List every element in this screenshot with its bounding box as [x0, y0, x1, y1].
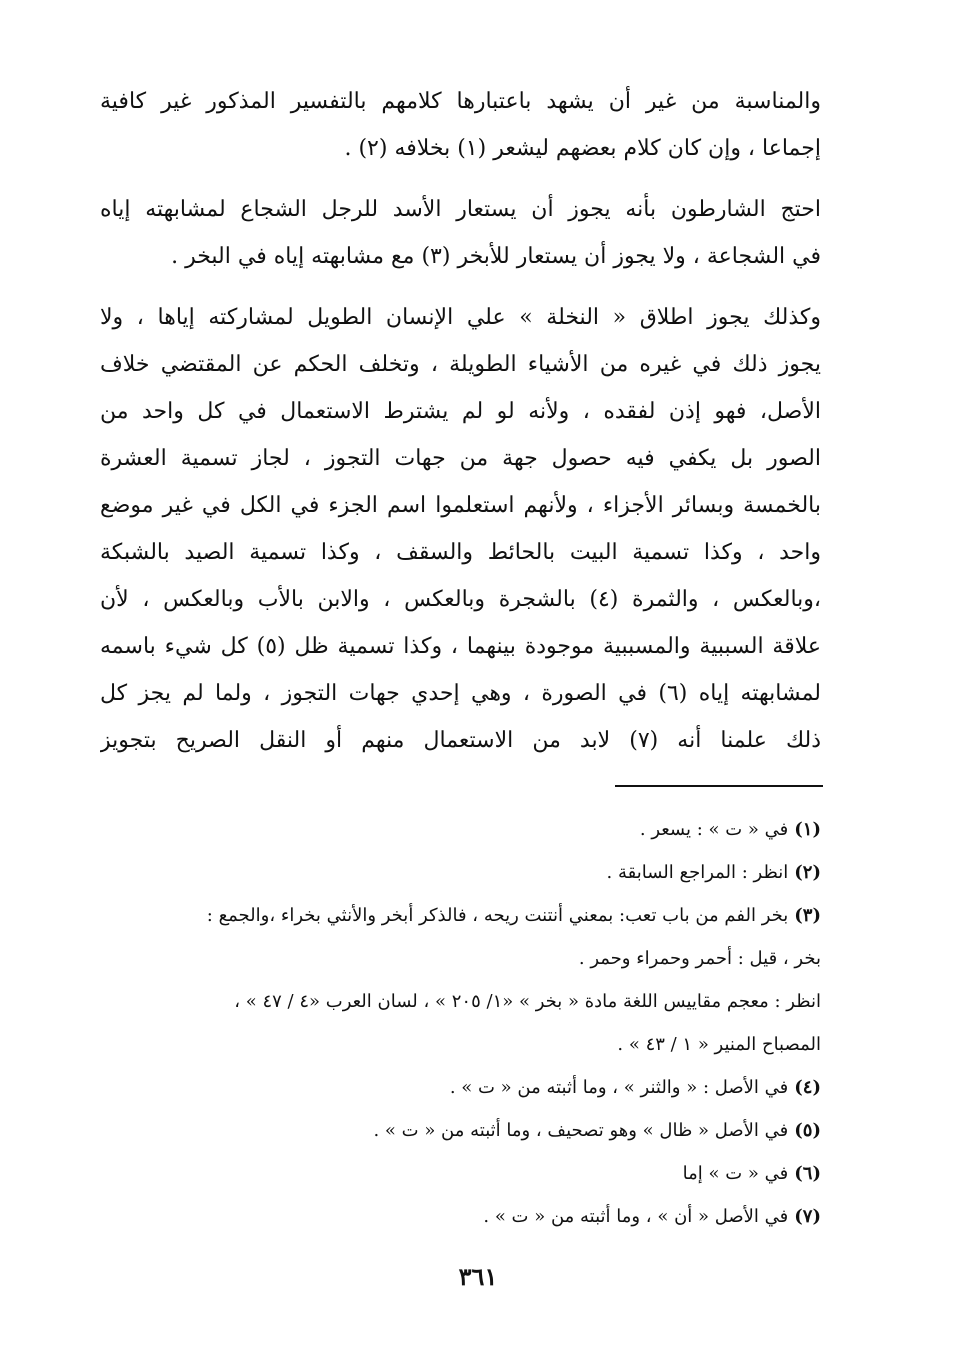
- text-line: ،وبالعكس ، والثمرة (٤) بالشجرة وبالعكس ، والابن بالأب وبالعكس ، لأن: [100, 587, 821, 612]
- footnotes: [100, 808, 821, 1238]
- footnote-text: في الأصل « أن » ، وما أثبته من « ت » .: [483, 1206, 789, 1227]
- footnote: [100, 808, 821, 851]
- main-text: [100, 78, 821, 778]
- page-number: ٣٦١: [458, 1262, 498, 1291]
- text-line: واحد ، وكذا تسمية البيت بالحائط والسقف ، وكذا تسمية الصيد بالشبكة: [100, 540, 821, 565]
- footnote-text: في « ت » إما: [682, 1163, 789, 1184]
- text-line: احتج الشارطون بأنه يجوز أن يستعار الأسد للرجل الشجاع لمشابهته إياه: [100, 197, 821, 222]
- footnote-text: في الأصل : « والثنر » ، وما أثبته من « ت » .: [449, 1077, 789, 1098]
- footnote-number: (٢): [794, 862, 821, 883]
- footnote: [100, 894, 821, 937]
- footnote: [100, 1109, 821, 1152]
- text-line: الصور بل يكفي فيه حصول جهة من جهات التجوز ، لجاز تسمية العشرة: [100, 446, 821, 471]
- text-line: وكذلك يجوز اطلاق « النخلة » علي الإنسان الطويل لمشاركته إياها ، ولا: [100, 305, 821, 330]
- footnote: [100, 1066, 821, 1109]
- text-line: ذلك علمنا أنه (٧) لابد من الاستعمال منهم أو النقل الصريح بتجويز: [100, 728, 821, 753]
- text-line: إجماعا ، وإن كان كلام بعضهم ليشعر (١) بخلافه (٢) .: [344, 136, 821, 161]
- text-line: والمناسبة من غير أن يشهد باعتبارها كلامهم بالتفسير المذكور غير كافية: [100, 89, 821, 114]
- footnote: [100, 1152, 821, 1195]
- paragraph-2: [100, 186, 821, 280]
- footnote: [100, 851, 821, 894]
- text-line: لمشابهته إياه (٦) في الصورة ، وهي إحدي جهات التجوز ، ولما لم يجز كل: [100, 681, 821, 706]
- footnote-number: (٤): [794, 1077, 821, 1098]
- footnote-continuation: بخر ، قيل : أحمر وحمراء وحمر .: [578, 948, 821, 969]
- footnote-number: (٧): [794, 1206, 821, 1227]
- text-line: بالخمسة وبسائر الأجزاء ، ولأنهم استعلموا اسم الجزء في الكل في غير موضع: [100, 493, 821, 518]
- text-line: يجوز ذلك في غيره من الأشياء الطويلة ، وتخلف الحكم عن المقتضي خلاف: [100, 352, 821, 377]
- footnote-continuation: المصباح المنير « ١ / ٤٣ » .: [617, 1034, 821, 1055]
- text-line: الأصل، فهو إذن لفقده ، ولأنه لو لم يشترط الاستعمال في كل واحد من: [100, 399, 821, 424]
- footnote-number: (٣): [794, 905, 821, 926]
- footnote-text: في الأصل « ظال » وهو تصحيف ، وما أثبته من « ت » .: [373, 1120, 789, 1141]
- footnote-number: (٥): [794, 1120, 821, 1141]
- paragraph-3: [100, 294, 821, 764]
- footnote-reference: انظر : معجم مقاييس اللغة مادة « بخر » «١/ ٢٠٥ » ، لسان العرب «٤ / ٤٧ » ،: [234, 991, 821, 1012]
- text-line: في الشجاعة ، ولا يجوز أن يستعار للأبخر (٣) مع مشابهته إياه في البخر .: [171, 244, 821, 269]
- footnote-text: انظر : المراجع السابقة .: [606, 862, 789, 883]
- footnote-text: في « ت » : يسعر .: [639, 819, 789, 840]
- footnote-number: (١): [794, 819, 821, 840]
- footnote: [100, 1195, 821, 1238]
- footnote-text: بخر الفم من باب تعب: بمعني أنتنت ريحه ، فالذكر أبخر والأنثي بخراء ،والجمع :: [206, 905, 789, 926]
- footnote-number: (٦): [794, 1163, 821, 1184]
- paragraph-1: [100, 78, 821, 172]
- footnote-divider: [615, 785, 823, 787]
- text-line: علاقة السببية والمسببية موجودة بينهما ، وكذا تسمية ظل (٥) كل شيء باسمه: [100, 634, 821, 659]
